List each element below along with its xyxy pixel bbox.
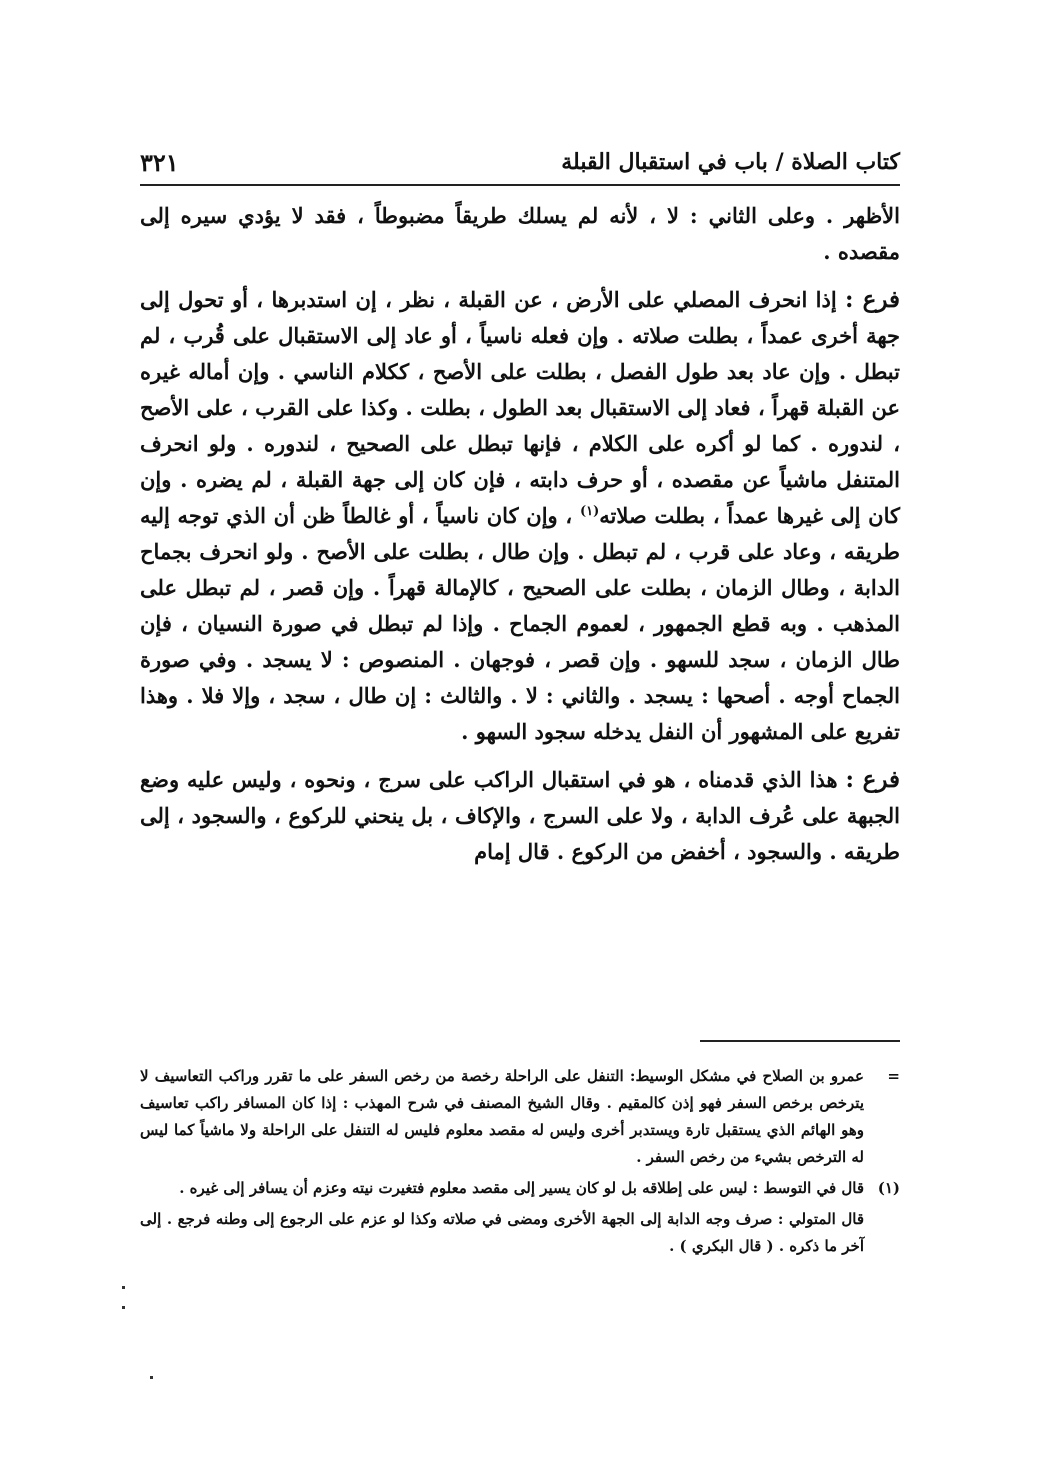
scan-speck [122,1286,125,1289]
footnotes [140,1063,900,1264]
footnote-separator [700,1040,900,1042]
paragraph [140,198,900,270]
footnote-reference: (١) [579,504,600,519]
footnote-marker: (١) [877,1179,900,1197]
paragraph-text: الأظهر . وعلى الثاني : لا ، لأنه لم يسلك طريقاً مضبوطاً ، فقد لا يؤدي سيره إلى مقصده . [140,203,900,264]
paragraph-text: إذا انحرف المصلي على الأرض ، عن القبلة ، نظر ، إن استدبرها ، أو تحول إلى جهة أخرى عمداً ، بطلت صلاته . وإن فعله ناسياً ، أو عاد إلى الاستقبال على قُرب ، لم تبطل . وإن عاد بعد طول الفصل ، بطلت على الأصح ، ككلام الناسي . وإن أماله غيره عن القبلة قهراً ، فعاد إلى الاستقبال بعد الطول ، بطلت . وكذا على القرب ، على الأصح ، لندوره . كما لو أكره على الكلام ، فإنها تبطل على الصحيح ، لندوره . ولو انحرف المتنفل ماشياً عن مقصده ، أو حرف دابته ، فإن كان إلى جهة القبلة ، لم يضره . وإن كان إلى غيرها عمداً ، بطلت صلاته [140,287,901,528]
paragraph [140,282,900,750]
footnote [140,1175,900,1202]
paragraph-text: هذا الذي قدمناه ، هو في استقبال الراكب على سرج ، ونحوه ، وليس عليه وضع الجبهة على عُرف الدابة ، ولا على السرج ، والإكاف ، بل ينحني للركوع ، والسجود ، إلى طريقه . والسجود ، أخفض من الركوع . قال إمام [140,767,900,864]
footnote-text: قال المتولي : صرف وجه الدابة إلى الجهة الأخرى ومضى في صلاته وكذا لو عزم على الرجوع إلى وطنه فرجع . إلى آخر ما ذكره . ( قال البكري ) . [140,1210,864,1255]
scan-speck [150,1376,153,1379]
section-lead: فرع : [845,766,901,793]
scan-speck [122,1306,125,1309]
footnote-text: عمرو بن الصلاح في مشكل الوسيط: التنفل على الراحلة رخصة من رخص السفر على ما تقرر وراكب التعاسيف لا يترخص برخص السفر فهو إذن كالمقيم . وقال الشيخ المصنف في شرح المهذب : إذا كان المسافر راكب تعاسيف وهو الهائم الذي يستقبل تارة ويستدبر أخرى وليس له مقصد معلوم فليس له التنفل على الراحلة ولا ماشياً كما ليس له الترخص بشيء من رخص السفر . [140,1067,864,1166]
footnote [140,1063,900,1171]
footnote-text: قال في التوسط : ليس على إطلاقه بل لو كان يسير إلى مقصد معلوم فتغيرت نيته وعزم أن يسافر إلى غيره . [179,1179,864,1197]
page-number: ٣٢١ [140,147,179,177]
paragraph [140,762,900,870]
footnote [140,1206,900,1260]
chapter-title: كتاب الصلاة / باب في استقبال القبلة [561,149,900,175]
footnote-marker [872,1206,900,1260]
section-lead: فرع : [845,286,901,313]
running-header [140,140,900,186]
main-text [140,198,900,882]
paragraph-text-continued: ، وإن كان ناسياً ، أو غالطاً ظن أن الذي توجه إليه طريقه ، وعاد على قرب ، لم تبطل . وإن طال ، بطلت على الأصح . ولو انحرف بجماح الدابة ، وطال الزمان ، بطلت على الصحيح ، كالإمالة قهراً . وإن قصر ، لم تبطل على المذهب . وبه قطع الجمهور ، لعموم الجماح . وإذا لم تبطل في صورة النسيان ، فإن طال الزمان ، سجد للسهو . وإن قصر ، فوجهان . المنصوص : لا يسجد . وفي صورة الجماح أوجه . أصحها : يسجد . والثاني : لا . والثالث : إن طال ، سجد ، وإلا فلا . وهذا تفريع على المشهور أن النفل يدخله سجود السهو . [140,503,900,744]
footnote-marker: = [887,1067,900,1085]
